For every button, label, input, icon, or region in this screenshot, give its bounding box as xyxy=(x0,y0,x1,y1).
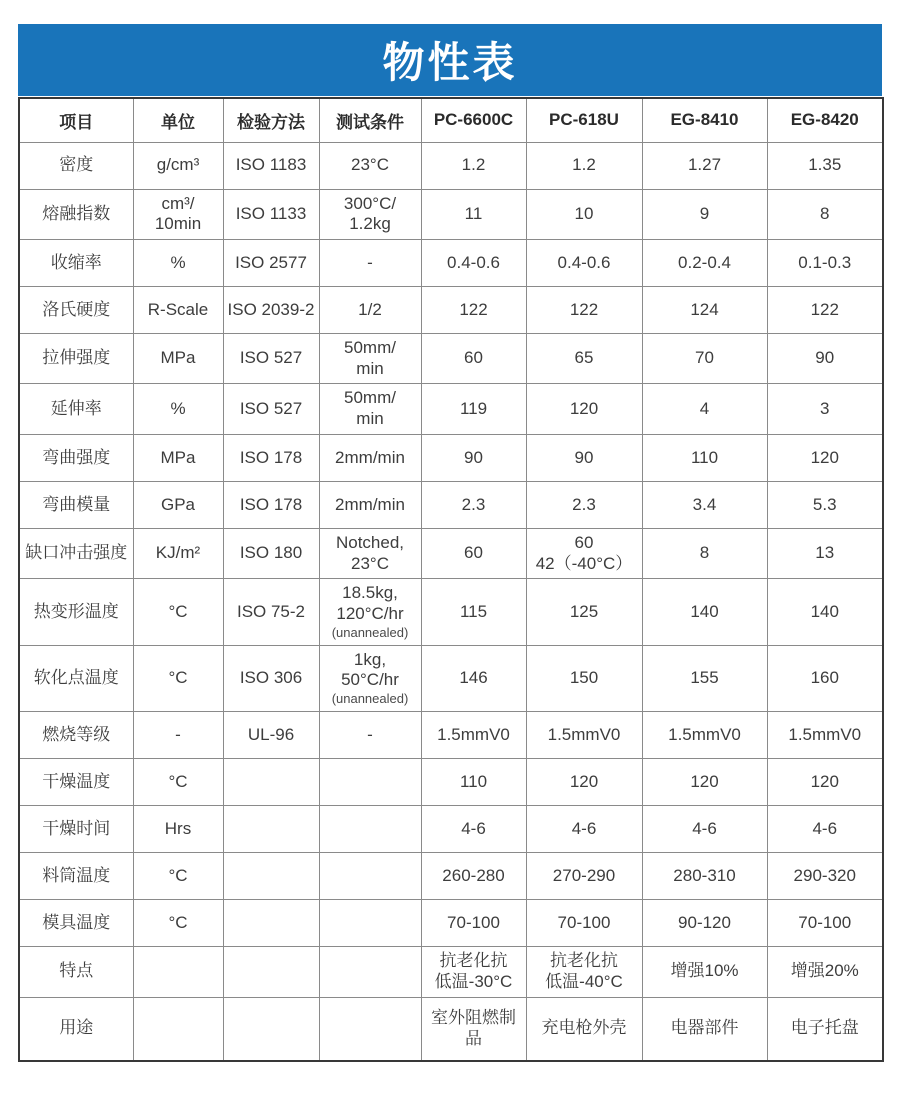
cell-value: °C xyxy=(133,853,223,900)
cell-value: 110 xyxy=(642,434,767,481)
cell-value: 65 xyxy=(526,333,642,383)
cell-value: 抗老化抗 低温-30°C xyxy=(421,947,526,997)
row-label: 软化点温度 xyxy=(19,645,133,711)
cell-value: 3 xyxy=(767,384,883,434)
cell-value: 4 xyxy=(642,384,767,434)
cell-value xyxy=(319,900,421,947)
cell-value: 1.27 xyxy=(642,142,767,189)
table-row xyxy=(19,759,883,806)
table-row xyxy=(19,333,883,383)
column-header-test-method: 检验方法 xyxy=(223,98,319,142)
cell-value: 260-280 xyxy=(421,853,526,900)
cell-value: % xyxy=(133,239,223,286)
row-label: 干燥时间 xyxy=(19,806,133,853)
cell-value: 增强20% xyxy=(767,947,883,997)
cell-value: UL-96 xyxy=(223,712,319,759)
cell-value: 18.5kg, 120°C/hr (unannealed) xyxy=(319,579,421,645)
cell-value: 50mm/ min xyxy=(319,333,421,383)
cell-value: ISO 306 xyxy=(223,645,319,711)
cell-value: 280-310 xyxy=(642,853,767,900)
cell-value: ISO 527 xyxy=(223,384,319,434)
cell-value: 1.2 xyxy=(421,142,526,189)
cell-value: 300°C/ 1.2kg xyxy=(319,189,421,239)
cell-value: 2mm/min xyxy=(319,434,421,481)
table-row xyxy=(19,384,883,434)
cell-value: 0.2-0.4 xyxy=(642,239,767,286)
cell-value: 抗老化抗 低温-40°C xyxy=(526,947,642,997)
cell-value: cm³/ 10min xyxy=(133,189,223,239)
cell-value: 3.4 xyxy=(642,481,767,528)
cell-value: 0.4-0.6 xyxy=(421,239,526,286)
row-label: 延伸率 xyxy=(19,384,133,434)
row-label: 模具温度 xyxy=(19,900,133,947)
cell-value: 119 xyxy=(421,384,526,434)
cell-value: Hrs xyxy=(133,806,223,853)
cell-value: 8 xyxy=(642,528,767,578)
cell-value: 0.1-0.3 xyxy=(767,239,883,286)
cell-value: 70-100 xyxy=(526,900,642,947)
column-header-grade-2: PC-618U xyxy=(526,98,642,142)
cell-value: KJ/m² xyxy=(133,528,223,578)
cell-value: 120 xyxy=(526,384,642,434)
cell-value: 140 xyxy=(642,579,767,645)
cell-value xyxy=(319,997,421,1061)
cell-value: 146 xyxy=(421,645,526,711)
cell-value: ISO 178 xyxy=(223,481,319,528)
cell-value: 270-290 xyxy=(526,853,642,900)
cell-value: ISO 2039-2 xyxy=(223,286,319,333)
row-label: 特点 xyxy=(19,947,133,997)
cell-value: ISO 2577 xyxy=(223,239,319,286)
header-row xyxy=(19,98,883,142)
cell-value: 电器部件 xyxy=(642,997,767,1061)
cell-value: 1kg, 50°C/hr (unannealed) xyxy=(319,645,421,711)
cell-value: 4-6 xyxy=(642,806,767,853)
cell-value: GPa xyxy=(133,481,223,528)
table-row xyxy=(19,579,883,645)
cell-value: g/cm³ xyxy=(133,142,223,189)
row-label: 密度 xyxy=(19,142,133,189)
cell-value: ISO 178 xyxy=(223,434,319,481)
cell-value: 122 xyxy=(767,286,883,333)
cell-value: 2mm/min xyxy=(319,481,421,528)
cell-value: 70 xyxy=(642,333,767,383)
title-banner xyxy=(18,24,882,96)
cell-value: 115 xyxy=(421,579,526,645)
table-row xyxy=(19,189,883,239)
row-label: 缺口冲击强度 xyxy=(19,528,133,578)
row-label: 热变形温度 xyxy=(19,579,133,645)
cell-value: 8 xyxy=(767,189,883,239)
table-row xyxy=(19,481,883,528)
row-label: 弯曲模量 xyxy=(19,481,133,528)
cell-value: 150 xyxy=(526,645,642,711)
cell-value: 125 xyxy=(526,579,642,645)
cell-value: - xyxy=(319,712,421,759)
table-body xyxy=(19,142,883,1061)
cell-value: R-Scale xyxy=(133,286,223,333)
cell-value: °C xyxy=(133,900,223,947)
cell-value: 13 xyxy=(767,528,883,578)
cell-value: 2.3 xyxy=(421,481,526,528)
cell-value: 1.5mmV0 xyxy=(526,712,642,759)
cell-value: °C xyxy=(133,759,223,806)
table-row xyxy=(19,806,883,853)
cell-value xyxy=(319,947,421,997)
cell-value: ISO 1183 xyxy=(223,142,319,189)
cell-value: 23°C xyxy=(319,142,421,189)
cell-value: 160 xyxy=(767,645,883,711)
cell-value xyxy=(223,806,319,853)
table-row xyxy=(19,239,883,286)
row-label: 收缩率 xyxy=(19,239,133,286)
row-label: 燃烧等级 xyxy=(19,712,133,759)
cell-value xyxy=(133,997,223,1061)
cell-value: 90 xyxy=(526,434,642,481)
cell-value: 70-100 xyxy=(767,900,883,947)
cell-value xyxy=(223,759,319,806)
cell-value xyxy=(223,900,319,947)
cell-value: 1/2 xyxy=(319,286,421,333)
cell-value: 60 xyxy=(421,528,526,578)
cell-value: 70-100 xyxy=(421,900,526,947)
column-header-grade-1: PC-6600C xyxy=(421,98,526,142)
cell-value: 124 xyxy=(642,286,767,333)
cell-value: 电子托盘 xyxy=(767,997,883,1061)
page-title: 物性表 xyxy=(382,39,518,86)
properties-table xyxy=(18,97,884,1062)
cell-value xyxy=(223,853,319,900)
cell-value: 2.3 xyxy=(526,481,642,528)
cell-value xyxy=(319,759,421,806)
cell-value: 120 xyxy=(767,434,883,481)
cell-value: 1.5mmV0 xyxy=(767,712,883,759)
column-header-grade-4: EG-8420 xyxy=(767,98,883,142)
table-row xyxy=(19,712,883,759)
column-header-item: 项目 xyxy=(19,98,133,142)
cell-value xyxy=(223,997,319,1061)
cell-value: 充电枪外壳 xyxy=(526,997,642,1061)
cell-value: 122 xyxy=(421,286,526,333)
table-row xyxy=(19,645,883,711)
column-header-test-condition: 测试条件 xyxy=(319,98,421,142)
table-row xyxy=(19,434,883,481)
cell-value: 90-120 xyxy=(642,900,767,947)
cell-value: 90 xyxy=(767,333,883,383)
cell-value: 4-6 xyxy=(767,806,883,853)
cell-value: 120 xyxy=(767,759,883,806)
cell-value: MPa xyxy=(133,434,223,481)
cell-value: 1.5mmV0 xyxy=(642,712,767,759)
cell-value: 155 xyxy=(642,645,767,711)
cell-value: 1.5mmV0 xyxy=(421,712,526,759)
cell-value: °C xyxy=(133,645,223,711)
cell-value: 122 xyxy=(526,286,642,333)
cell-value xyxy=(223,947,319,997)
cell-value: 9 xyxy=(642,189,767,239)
cell-value: 110 xyxy=(421,759,526,806)
cell-value: 90 xyxy=(421,434,526,481)
cell-value: 290-320 xyxy=(767,853,883,900)
table-row xyxy=(19,900,883,947)
cell-value: Notched, 23°C xyxy=(319,528,421,578)
row-label: 料筒温度 xyxy=(19,853,133,900)
cell-value: 增强10% xyxy=(642,947,767,997)
cell-value xyxy=(133,947,223,997)
row-label: 用途 xyxy=(19,997,133,1061)
row-label: 拉伸强度 xyxy=(19,333,133,383)
cell-value: % xyxy=(133,384,223,434)
cell-value: 11 xyxy=(421,189,526,239)
cell-value: 60 42（-40°C） xyxy=(526,528,642,578)
cell-value: 1.2 xyxy=(526,142,642,189)
row-label: 洛氏硬度 xyxy=(19,286,133,333)
column-header-unit: 单位 xyxy=(133,98,223,142)
cell-value: 0.4-0.6 xyxy=(526,239,642,286)
table-row xyxy=(19,286,883,333)
cell-value: 4-6 xyxy=(421,806,526,853)
cell-value: 1.35 xyxy=(767,142,883,189)
cell-value xyxy=(319,806,421,853)
row-label: 熔融指数 xyxy=(19,189,133,239)
table-row xyxy=(19,947,883,997)
cell-value: 120 xyxy=(526,759,642,806)
cell-value: 10 xyxy=(526,189,642,239)
cell-value: 60 xyxy=(421,333,526,383)
cell-value: ISO 180 xyxy=(223,528,319,578)
column-header-grade-3: EG-8410 xyxy=(642,98,767,142)
cell-value: 120 xyxy=(642,759,767,806)
table-row xyxy=(19,142,883,189)
cell-value: - xyxy=(133,712,223,759)
cell-value: ISO 1133 xyxy=(223,189,319,239)
cell-value: MPa xyxy=(133,333,223,383)
table-row xyxy=(19,997,883,1061)
table-row xyxy=(19,528,883,578)
cell-value: 室外阻燃制品 xyxy=(421,997,526,1061)
cell-value: °C xyxy=(133,579,223,645)
row-label: 干燥温度 xyxy=(19,759,133,806)
table-row xyxy=(19,853,883,900)
cell-value: 140 xyxy=(767,579,883,645)
cell-value: - xyxy=(319,239,421,286)
cell-value: 50mm/ min xyxy=(319,384,421,434)
cell-value: 4-6 xyxy=(526,806,642,853)
cell-value: ISO 75-2 xyxy=(223,579,319,645)
cell-value xyxy=(319,853,421,900)
cell-value: 5.3 xyxy=(767,481,883,528)
cell-value: ISO 527 xyxy=(223,333,319,383)
row-label: 弯曲强度 xyxy=(19,434,133,481)
